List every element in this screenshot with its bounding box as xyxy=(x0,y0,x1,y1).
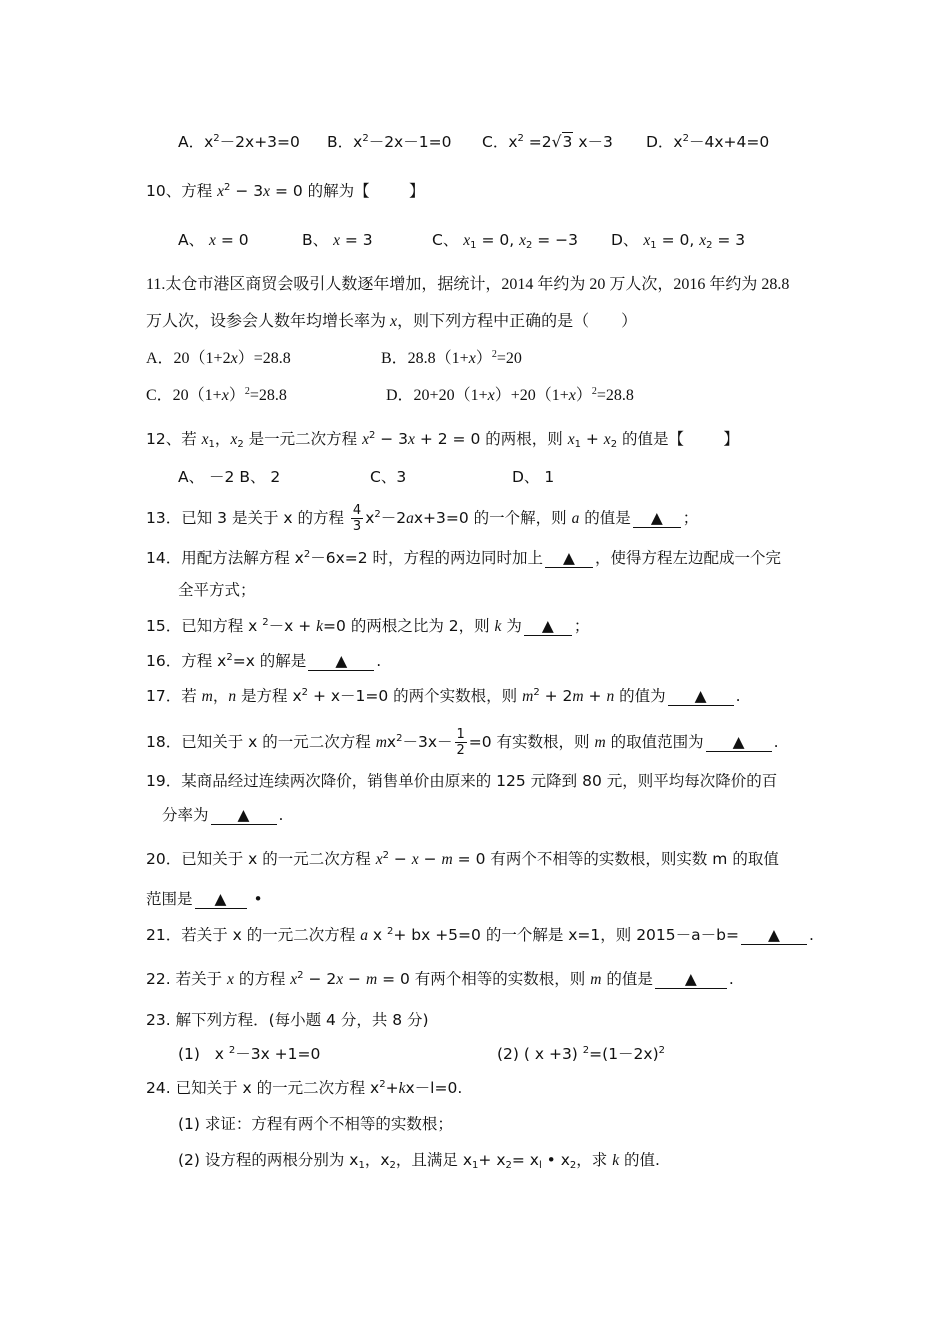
q12-option-ab: A、 －2 B、 2 xyxy=(178,468,281,486)
q11-stem-line1: 11.太仓市港区商贸会吸引人数逐年增加，据统计，2014 年约为 20 万人次，2016 年约为 28.8 xyxy=(146,276,790,293)
q23-part1: (1) x $^2$－3x +1=0 xyxy=(178,1045,321,1063)
q15: 15．已知方程 x $^2$－x + k=0 的两根之比为 2，则 k 为 ▲ ； xyxy=(146,617,590,635)
q22-blank[interactable]: ▲ xyxy=(655,970,727,989)
q9-option-a: A．$x^2-2x+3=0$ xyxy=(178,133,300,151)
q10-option-d: D、 $x_1 = 0$, $x_2 = 3$ xyxy=(611,231,746,251)
q14-line2: 全平方式； xyxy=(178,581,256,599)
q23-stem: 23. 解下列方程．(每小题 4 分，共 8 分) xyxy=(146,1011,429,1029)
q24-part2: (2) 设方程的两根分别为 $x_1$，$x_2$，且满足 $x_1+ x_2= x_l$ • $x_2$，求 k 的值. xyxy=(178,1151,660,1171)
q17-blank[interactable]: ▲ xyxy=(668,687,734,706)
q20-line1: 20．已知关于 x 的一元二次方程 $x^2 - x - m = 0$ 有两个不相等的实数根，则实数 m 的取值 xyxy=(146,850,779,868)
q19-line1: 19．某商品经过连续两次降价，销售单价由原来的 125 元降到 80 元，则平均每次降价的百 xyxy=(146,772,778,790)
q9-option-c: C．$x^2 =2√3$ x－3 xyxy=(482,133,613,151)
q21: 21．若关于 x 的一元二次方程 a x $^2$+ bx +5=0 的一个解是 x=1，则 2015－a－b= ▲ . xyxy=(146,926,814,944)
q22: 22. 若关于 x 的方程 $x^2 - 2x - m = 0$ 有两个相等的实数根，则 m 的值是 ▲ . xyxy=(146,970,734,988)
q11-option-d: D．$20+20(1+x)+20(1+x)^2=28.8$ xyxy=(386,386,634,404)
q9-option-d: D．$x^2-4x+4=0$ xyxy=(646,133,770,151)
q11-stem-line2: 万人次，设参会人数年均增长率为 x，则下列方程中正确的是（ ） xyxy=(146,313,638,330)
q18-blank[interactable]: ▲ xyxy=(706,733,772,752)
q14-line1: 14．用配方法解方程 $x^2-6x=2$ 时，方程的两边同时加上 ▲ ，使得方程左边配成一个完 xyxy=(146,549,782,567)
q10-option-b: B、 x = 3 xyxy=(302,231,373,249)
q15-blank[interactable]: ▲ xyxy=(524,617,572,636)
q12-stem: 12、若 $x_1$，$x_2$ 是一元二次方程 $x^2 - 3x + 2 = 0$ 的两根，则 $x_1 + x_2$ 的值是【 】 xyxy=(146,430,739,450)
q20-line2: 范围是 ▲ • xyxy=(146,890,263,908)
q14-blank[interactable]: ▲ xyxy=(545,549,593,568)
q21-blank[interactable]: ▲ xyxy=(741,926,807,945)
q12-option-c: C、3 xyxy=(370,468,407,486)
q20-blank[interactable]: ▲ xyxy=(195,890,247,909)
q10-stem: 10、方程 $x^2 - 3x = 0$ 的解为【 】 xyxy=(146,182,425,200)
q16-blank[interactable]: ▲ xyxy=(308,652,374,671)
q19-line2: 分率为 ▲ . xyxy=(162,806,284,824)
q17: 17．若 m，n 是方程 $x^2 + x-1=0$ 的两个实数根，则 $m^2 + 2m + n$ 的值为 ▲ . xyxy=(146,687,741,705)
q9-option-b: B．$x^2-2x-1=0$ xyxy=(327,133,452,151)
q24-part1: (1) 求证：方程有两个不相等的实数根； xyxy=(178,1115,453,1133)
q12-option-d: D、 1 xyxy=(512,468,555,486)
q19-blank[interactable]: ▲ xyxy=(211,806,277,825)
q18: 18．已知关于 x 的一元二次方程 $mx^2-3x-$ $\frac{1}{2}$ =0 有实数根，则 m 的取值范围为 ▲ . xyxy=(146,727,779,758)
q23-part2: (2) ( x +3) $^2=(1-2x)^2$ xyxy=(497,1045,666,1063)
q10-option-c: C、 $x_1 = 0$, $x_2 = -3$ xyxy=(432,231,579,251)
q11-option-a: A．20（1+2x）=28.8 xyxy=(146,350,291,367)
q13-blank[interactable]: ▲ xyxy=(633,509,681,528)
q11-option-b: B．$28.8(1+x)^2=20$ xyxy=(381,349,522,367)
q13: 13．已知 3 是关于 x 的方程 $\frac{4}{3}$ $x^2-2ax+3=0$ 的一个解，则 a 的值是 ▲ ； xyxy=(146,503,699,534)
q11-option-c: C．$20(1+x)^2=28.8$ xyxy=(146,386,287,404)
q16: 16．方程 $x^2=x$ 的解是 ▲ . xyxy=(146,652,382,670)
q10-option-a: A、 x = 0 xyxy=(178,231,249,249)
q24-stem: 24. 已知关于 x 的一元二次方程 $x^2+kx-l=0$. xyxy=(146,1079,463,1097)
